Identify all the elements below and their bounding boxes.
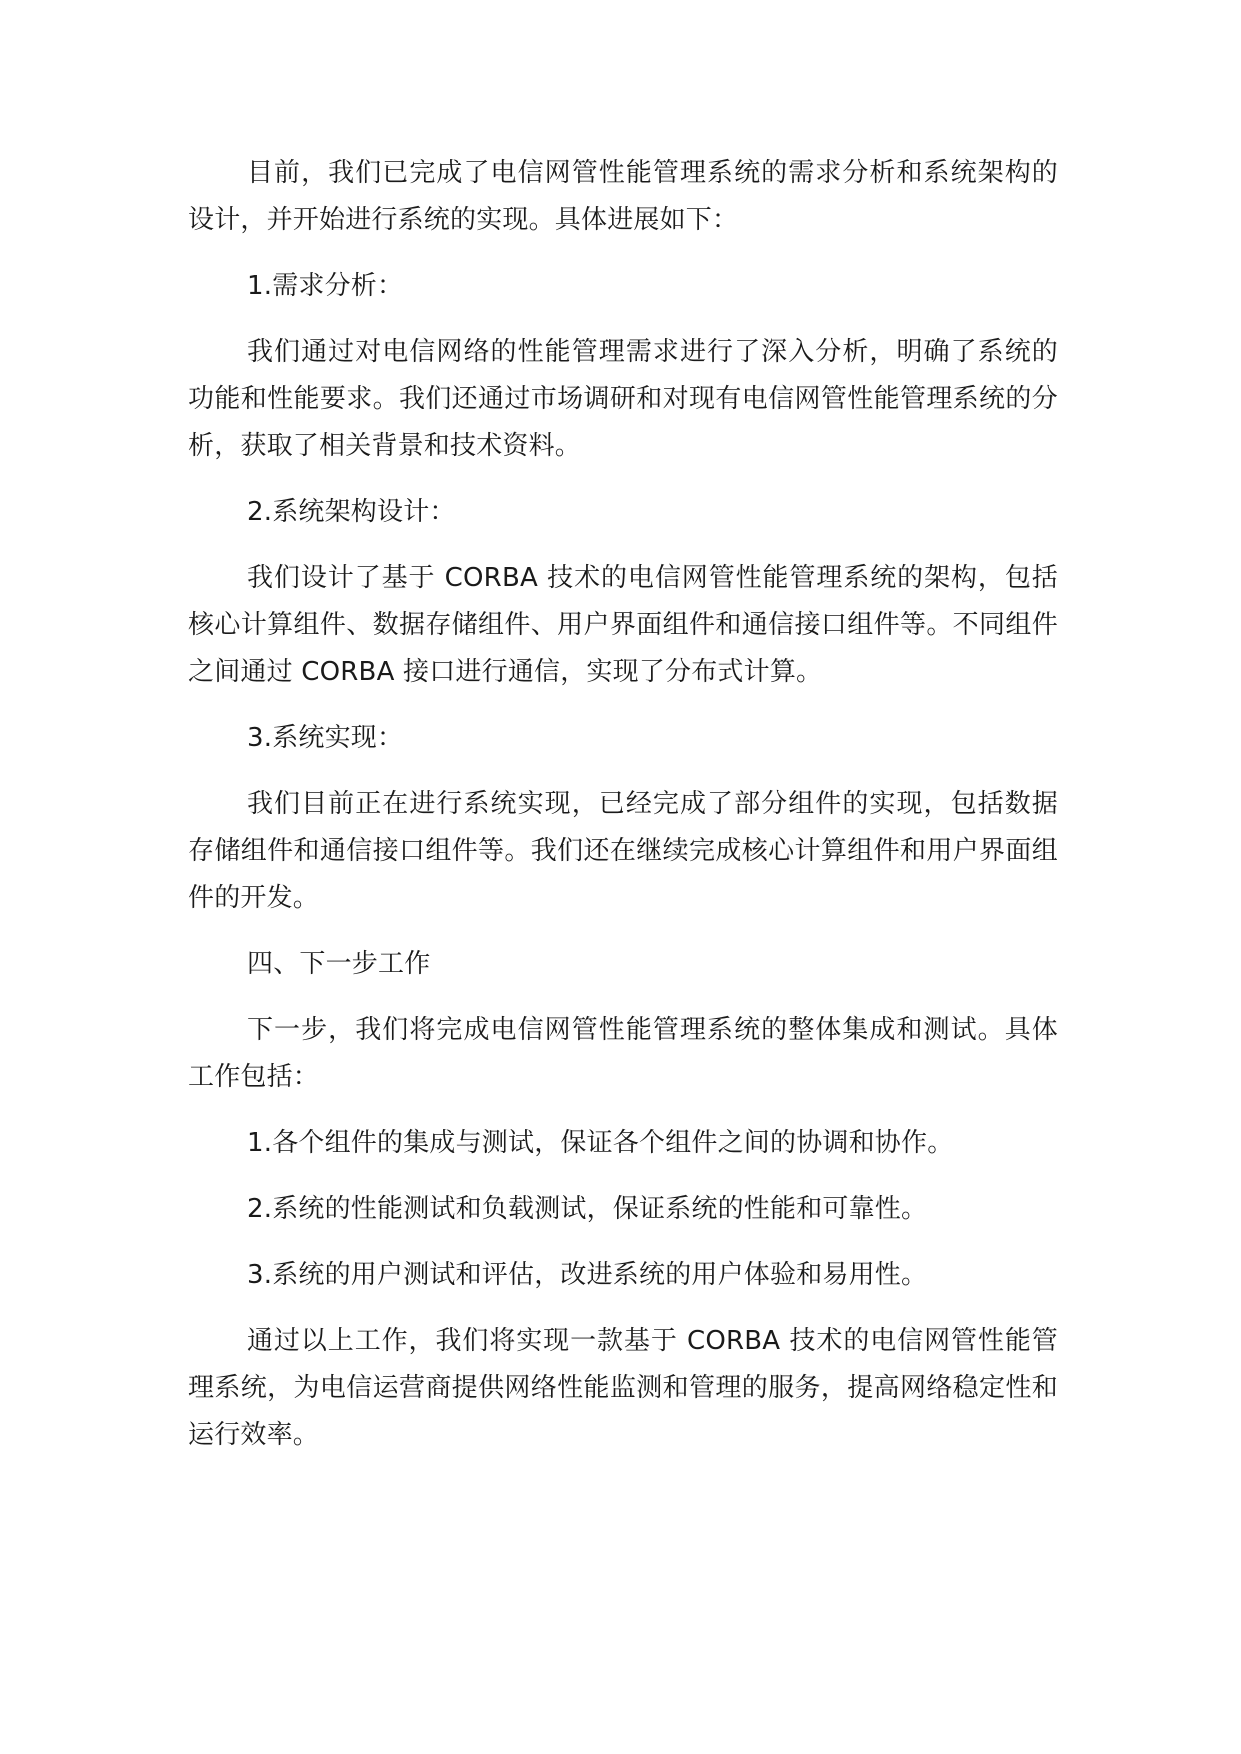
document-body bbox=[188, 150, 1058, 1478]
conclusion-paragraph: 通过以上工作，我们将实现一款基于 CORBA 技术的电信网管性能管理系统，为电信运营商提供网络性能监测和管理的服务，提高网络稳定性和运行效率。 bbox=[188, 1326, 1058, 1450]
next-steps-paragraph: 下一步，我们将完成电信网管性能管理系统的整体集成和测试。具体工作包括： bbox=[188, 1015, 1058, 1092]
heading-requirements-analysis: 1.需求分析： bbox=[247, 271, 404, 301]
architecture-design-paragraph: 我们设计了基于 CORBA 技术的电信网管性能管理系统的架构，包括核心计算组件、数据存储组件、用户界面组件和通信接口组件等。不同组件之间通过 CORBA 接口进行通信，实现了分布式计算。 bbox=[188, 563, 1058, 687]
next-step-item-user-testing: 3.系统的用户测试和评估，改进系统的用户体验和易用性。 bbox=[247, 1260, 928, 1290]
heading-system-implementation: 3.系统实现： bbox=[247, 723, 404, 753]
heading-architecture-design: 2.系统架构设计： bbox=[247, 497, 456, 527]
section-heading-next-steps: 四、下一步工作 bbox=[247, 949, 431, 979]
next-step-item-integration: 1.各个组件的集成与测试，保证各个组件之间的协调和协作。 bbox=[247, 1128, 954, 1158]
intro-paragraph: 目前，我们已完成了电信网管性能管理系统的需求分析和系统架构的设计，并开始进行系统的实现。具体进展如下： bbox=[188, 158, 1058, 235]
system-implementation-paragraph: 我们目前正在进行系统实现，已经完成了部分组件的实现，包括数据存储组件和通信接口组件等。我们还在继续完成核心计算组件和用户界面组件的开发。 bbox=[188, 789, 1058, 913]
next-step-item-performance-testing: 2.系统的性能测试和负载测试，保证系统的性能和可靠性。 bbox=[247, 1194, 928, 1224]
requirements-analysis-paragraph: 我们通过对电信网络的性能管理需求进行了深入分析，明确了系统的功能和性能要求。我们还通过市场调研和对现有电信网管性能管理系统的分析，获取了相关背景和技术资料。 bbox=[188, 337, 1058, 461]
